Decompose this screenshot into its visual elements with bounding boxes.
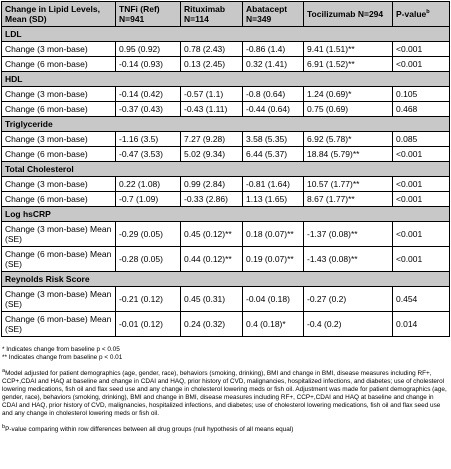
table-row: [2, 42, 450, 57]
footnote-significance-001: ** Indicates change from baseline p < 0.01: [2, 354, 123, 361]
section-row: [2, 72, 450, 87]
row-label: Change (6 mon-base): [2, 102, 116, 117]
cell-tocilizumab: -1.37 (0.08)**: [304, 222, 393, 247]
table-body: [2, 27, 450, 337]
cell-abatacept: -0.8 (0.64): [243, 87, 304, 102]
table-header-row: [2, 2, 450, 27]
header-abatacept: Abatacept N=349: [243, 2, 304, 27]
header-p-value: [393, 2, 450, 27]
header-measure: Change in Lipid Levels, Mean (SD): [2, 2, 116, 27]
cell-p-value: <0.001: [393, 247, 450, 272]
cell-tnfi: -1.16 (3.5): [116, 132, 181, 147]
section-title: Reynolds Risk Score: [2, 272, 450, 287]
row-label: Change (3 mon-base): [2, 42, 116, 57]
cell-tocilizumab: 18.84 (5.79)**: [304, 147, 393, 162]
cell-rituximab: -0.33 (2.86): [181, 192, 243, 207]
footnote-p-value-definition: [2, 423, 448, 434]
cell-tocilizumab: 8.67 (1.77)**: [304, 192, 393, 207]
cell-p-value: <0.001: [393, 57, 450, 72]
cell-tocilizumab: -0.27 (0.2): [304, 287, 393, 312]
cell-tocilizumab: 6.91 (1.52)**: [304, 57, 393, 72]
header-tocilizumab: Tocilizumab N=294: [304, 2, 393, 27]
row-label: Change (6 mon-base): [2, 192, 116, 207]
cell-tnfi: -0.28 (0.05): [116, 247, 181, 272]
cell-tocilizumab: 0.75 (0.69): [304, 102, 393, 117]
cell-rituximab: 0.24 (0.32): [181, 312, 243, 337]
table-row: [2, 147, 450, 162]
cell-p-value: <0.001: [393, 192, 450, 207]
cell-rituximab: 0.44 (0.12)**: [181, 247, 243, 272]
footnote-significance-005: * Indicates change from baseline p < 0.05: [2, 346, 120, 353]
table-row: [2, 222, 450, 247]
cell-abatacept: -0.86 (1.4): [243, 42, 304, 57]
cell-p-value: <0.001: [393, 177, 450, 192]
footnote-a-mark: a: [2, 367, 6, 374]
cell-tnfi: -0.47 (3.53): [116, 147, 181, 162]
row-label: Change (6 mon-base) Mean (SE): [2, 247, 116, 272]
cell-abatacept: 3.58 (5.35): [243, 132, 304, 147]
cell-tnfi: -0.14 (0.93): [116, 57, 181, 72]
cell-tocilizumab: -1.43 (0.08)**: [304, 247, 393, 272]
table-row: [2, 287, 450, 312]
cell-p-value: <0.001: [393, 147, 450, 162]
table-row: [2, 177, 450, 192]
row-label: Change (3 mon-base) Mean (SE): [2, 222, 116, 247]
section-row: [2, 207, 450, 222]
cell-tnfi: -0.21 (0.12): [116, 287, 181, 312]
cell-rituximab: 0.45 (0.12)**: [181, 222, 243, 247]
cell-rituximab: 0.99 (2.84): [181, 177, 243, 192]
footnotes: [2, 346, 448, 434]
cell-abatacept: 1.13 (1.65): [243, 192, 304, 207]
cell-rituximab: 5.02 (9.34): [181, 147, 243, 162]
footnote-model-adjustment: [2, 367, 448, 418]
footnote-b-mark: b: [2, 423, 6, 430]
cell-rituximab: 0.13 (2.45): [181, 57, 243, 72]
footnote-a-text: Model adjusted for patient demographics (age, gender, race), behaviors (smoking, drinking), BMI and change in BMI, disease measures including RF+, CCP+,CDAI and HAQ at baseline and change in CDAI and HAQ, prior history of CVD, malignancies, hospitalized infections, and diabetes; use of cholesterol lowering medications, fish oil and flax seed use and any change in cholesterol lowering meds or fish oil. Adjustment was made for patient demographics (age, gender, race), behaviors (smoking, drinking), BMI and change in BMI, disease measures including RF+, CCP+,CDAI and HAQ at baseline and change in CDAI and HAQ, prior history of CVD, malignancies, hospitalized infections, and diabetes; use of cholesterol lowering medications, fish oil and flax seed use and any change in cholesterol lowering meds or fish oil.: [2, 370, 447, 417]
cell-abatacept: 0.32 (1.41): [243, 57, 304, 72]
cell-tnfi: -0.14 (0.42): [116, 87, 181, 102]
section-title: HDL: [2, 72, 450, 87]
cell-tocilizumab: 6.92 (5.78)*: [304, 132, 393, 147]
table-row: [2, 87, 450, 102]
cell-p-value: 0.014: [393, 312, 450, 337]
cell-tocilizumab: 10.57 (1.77)**: [304, 177, 393, 192]
cell-tnfi: -0.7 (1.09): [116, 192, 181, 207]
row-label: Change (3 mon-base): [2, 132, 116, 147]
cell-rituximab: 0.45 (0.31): [181, 287, 243, 312]
cell-abatacept: 6.44 (5.37): [243, 147, 304, 162]
cell-p-value: 0.454: [393, 287, 450, 312]
lipid-change-table: [1, 1, 450, 337]
section-row: [2, 272, 450, 287]
cell-rituximab: 7.27 (9.28): [181, 132, 243, 147]
row-label: Change (6 mon-base): [2, 147, 116, 162]
cell-tnfi: 0.22 (1.08): [116, 177, 181, 192]
header-p-value-footnote-mark: b: [426, 9, 430, 16]
cell-abatacept: 0.4 (0.18)*: [243, 312, 304, 337]
cell-rituximab: -0.57 (1.1): [181, 87, 243, 102]
section-title: Log hsCRP: [2, 207, 450, 222]
header-p-value-label: P-value: [396, 9, 427, 19]
footnote-b-text: P-value comparing within row differences between all drug groups (null hypothesis of all means equal): [5, 426, 294, 433]
row-label: Change (6 mon-base): [2, 57, 116, 72]
cell-p-value: 0.085: [393, 132, 450, 147]
cell-tnfi: -0.29 (0.05): [116, 222, 181, 247]
cell-rituximab: -0.43 (1.11): [181, 102, 243, 117]
cell-tnfi: -0.37 (0.43): [116, 102, 181, 117]
table-row: [2, 192, 450, 207]
section-row: [2, 117, 450, 132]
row-label: Change (3 mon-base): [2, 87, 116, 102]
cell-tocilizumab: -0.4 (0.2): [304, 312, 393, 337]
table-row: [2, 102, 450, 117]
header-tnfi: TNFi (Ref) N=941: [116, 2, 181, 27]
cell-tnfi: -0.01 (0.12): [116, 312, 181, 337]
section-row: [2, 162, 450, 177]
cell-tnfi: 0.95 (0.92): [116, 42, 181, 57]
header-rituximab: Rituximab N=114: [181, 2, 243, 27]
table-row: [2, 132, 450, 147]
table-row: [2, 57, 450, 72]
table-row: [2, 247, 450, 272]
section-title: LDL: [2, 27, 450, 42]
row-label: Change (3 mon-base) Mean (SE): [2, 287, 116, 312]
cell-abatacept: -0.81 (1.64): [243, 177, 304, 192]
row-label: Change (3 mon-base): [2, 177, 116, 192]
cell-abatacept: -0.44 (0.64): [243, 102, 304, 117]
cell-tocilizumab: 9.41 (1.51)**: [304, 42, 393, 57]
section-row: [2, 27, 450, 42]
row-label: Change (6 mon-base) Mean (SE): [2, 312, 116, 337]
cell-p-value: 0.105: [393, 87, 450, 102]
cell-p-value: <0.001: [393, 222, 450, 247]
cell-p-value: 0.468: [393, 102, 450, 117]
cell-abatacept: -0.04 (0.18): [243, 287, 304, 312]
cell-abatacept: 0.19 (0.07)**: [243, 247, 304, 272]
cell-rituximab: 0.78 (2.43): [181, 42, 243, 57]
table-row: [2, 312, 450, 337]
section-title: Total Cholesterol: [2, 162, 450, 177]
section-title: Triglyceride: [2, 117, 450, 132]
cell-p-value: <0.001: [393, 42, 450, 57]
cell-tocilizumab: 1.24 (0.69)*: [304, 87, 393, 102]
cell-abatacept: 0.18 (0.07)**: [243, 222, 304, 247]
